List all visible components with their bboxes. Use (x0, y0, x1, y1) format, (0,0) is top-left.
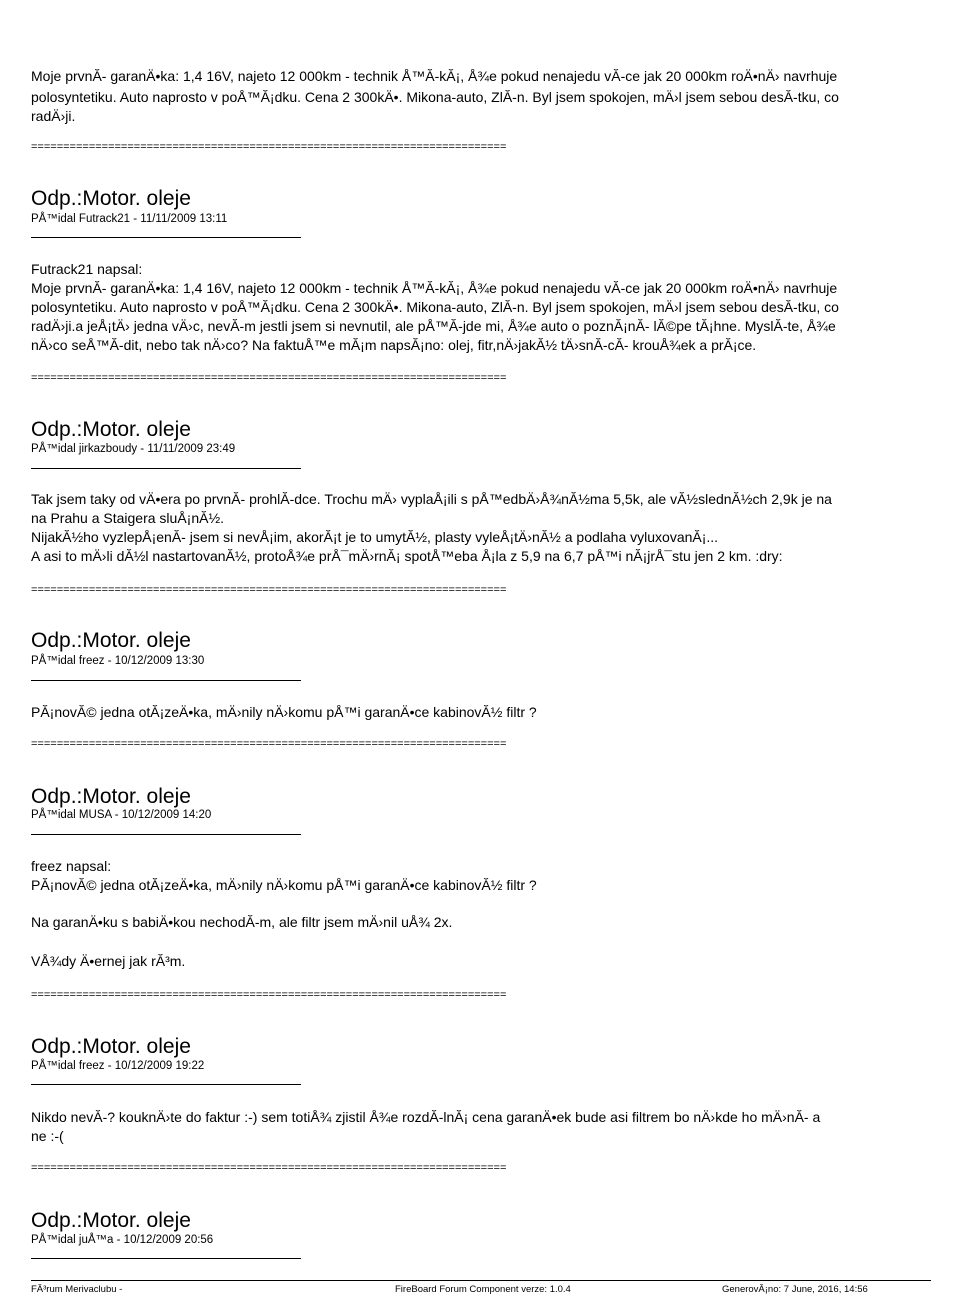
body-line: Tak jsem taky od vÄ•era po prvnĂ- prohlĂ-dce. Trochu mÄ› vyplaÅ¡ili s pÅ™edbÄ›Å¾nĂ½ma 5,5k, ale vĂ½slednĂ½ch 2,9k je na (31, 491, 832, 507)
post-title: Odp.:Motor. oleje (31, 1209, 191, 1232)
separator: ========================================================================== (31, 738, 507, 750)
body-line: PĂ¡novĂ© jedna otĂ¡zeÄ•ka, mÄ›nily nÄ›komu pÅ™i garanÄ•ce kabinovĂ½ filtr ? (31, 877, 537, 893)
body-line: NijakĂ½ho vyzlepÅ¡enĂ- jsem si nevÅ¡im, akorĂ¡t je to umytĂ½, plasty vyleÅ¡tÄ›nĂ½ a podlaha vyluxovanĂ¡... (31, 529, 719, 545)
post-meta: PÅ™idal jirkazboudy - 11/11/2009 23:49 (31, 443, 236, 455)
quote-author: Futrack21 napsal: (31, 261, 143, 277)
post-title: Odp.:Motor. oleje (31, 785, 191, 808)
footer-site-name: FĂ³rum Merivaclubu - (31, 1284, 123, 1295)
body-line: radÄ›ji.a jeÅ¡tÄ› jedna vÄ›c, nevĂ-m jestli jsem si nevnutil, ale pÅ™Ă-jde mi, Å¾e auto o poznĂ¡nĂ- lĂ©pe tĂ¡hne. MyslĂ-te, Å¾e (31, 318, 836, 334)
divider (31, 1258, 301, 1259)
body-line: Nikdo nevĂ-? kouknÄ›te do faktur :-) sem totiÅ¾ zjistil Å¾e rozdĂ-lnĂ¡ cena garanÄ•ek bude asi filtrem bo nÄ›kde ho mÄ›nĂ- a (31, 1109, 821, 1125)
footer-divider (31, 1280, 931, 1281)
divider (31, 834, 301, 835)
post-meta: PÅ™idal juÅ™a - 10/12/2009 20:56 (31, 1234, 214, 1246)
body-line: Moje prvnĂ- garanÄ•ka: 1,4 16V, najeto 12 000km - technik Å™Ă-kĂ¡, Å¾e pokud nenajedu vĂ-ce jak 20 000km roÄ•nÄ› navrhuje (31, 68, 838, 84)
post-title: Odp.:Motor. oleje (31, 187, 191, 210)
quote-author: freez napsal: (31, 858, 112, 874)
separator: ========================================================================== (31, 141, 507, 153)
footer-component: FireBoard Forum Component verze: 1.0.4 (395, 1284, 571, 1295)
post-title: Odp.:Motor. oleje (31, 1035, 191, 1058)
post-meta: PÅ™idal freez - 10/12/2009 19:22 (31, 1060, 205, 1072)
post-title: Odp.:Motor. oleje (31, 629, 191, 652)
separator: ========================================================================== (31, 989, 507, 1001)
body-line: Na garanÄ•ku s babiÄ•kou nechodĂ-m, ale filtr jsem mÄ›nil uÅ¾ 2x. (31, 914, 453, 930)
divider (31, 468, 301, 469)
document-page (31, 0, 960, 1297)
body-line: A asi to mÄ›li dĂ½l nastartovanĂ½, protoÅ¾e prÅ¯mÄ›rnĂ¡ spotÅ™eba Å¡la z 5,9 na 6,7 pÅ™i nĂ¡jrÅ¯stu jen 2 km. :dry: (31, 548, 783, 564)
separator: ========================================================================== (31, 372, 507, 384)
divider (31, 1084, 301, 1085)
body-line: VÅ¾dy Ä•ernej jak rĂ³m. (31, 953, 186, 969)
body-line: Moje prvnĂ- garanÄ•ka: 1,4 16V, najeto 12 000km - technik Å™Ă-kĂ¡, Å¾e pokud nenajedu vĂ-ce jak 20 000km roÄ•nÄ› navrhuje (31, 280, 838, 296)
footer-generated: GenerovĂ¡no: 7 June, 2016, 14:56 (722, 1284, 868, 1295)
body-line: PĂ¡novĂ© jedna otĂ¡zeÄ•ka, mÄ›nily nÄ›komu pÅ™i garanÄ•ce kabinovĂ½ filtr ? (31, 704, 537, 720)
post-meta: PÅ™idal MUSA - 10/12/2009 14:20 (31, 809, 212, 821)
body-line: polosyntetiku. Auto naprosto v poÅ™Ă¡dku. Cena 2 300kÄ•. Mikona-auto, ZlĂ-n. Byl jsem spokojen, mÄ›l jsem sebou desĂ-tku, co (31, 89, 839, 105)
body-line: radÄ›ji. (31, 108, 76, 124)
body-line: polosyntetiku. Auto naprosto v poÅ™Ă¡dku. Cena 2 300kÄ•. Mikona-auto, ZlĂ-n. Byl jsem spokojen, mÄ›l jsem sebou desĂ-tku, co (31, 299, 839, 315)
body-line: na Prahu a Staigera sluÅ¡nĂ½. (31, 510, 225, 526)
post-meta: PÅ™idal Futrack21 - 11/11/2009 13:11 (31, 213, 228, 225)
body-line: ne :-( (31, 1128, 64, 1144)
separator: ========================================================================== (31, 584, 507, 596)
post-title: Odp.:Motor. oleje (31, 418, 191, 441)
post-meta: PÅ™idal freez - 10/12/2009 13:30 (31, 655, 205, 667)
divider (31, 680, 301, 681)
body-line: nÄ›co seÅ™Ă-dit, nebo tak nÄ›co? Na faktuÅ™e mĂ¡m napsĂ¡no: olej, fitr,nÄ›jakĂ½ tÄ›snĂ-cĂ- krouÅ¾ek a prĂ¡ce. (31, 337, 757, 353)
divider (31, 237, 301, 238)
separator: ========================================================================== (31, 1162, 507, 1174)
